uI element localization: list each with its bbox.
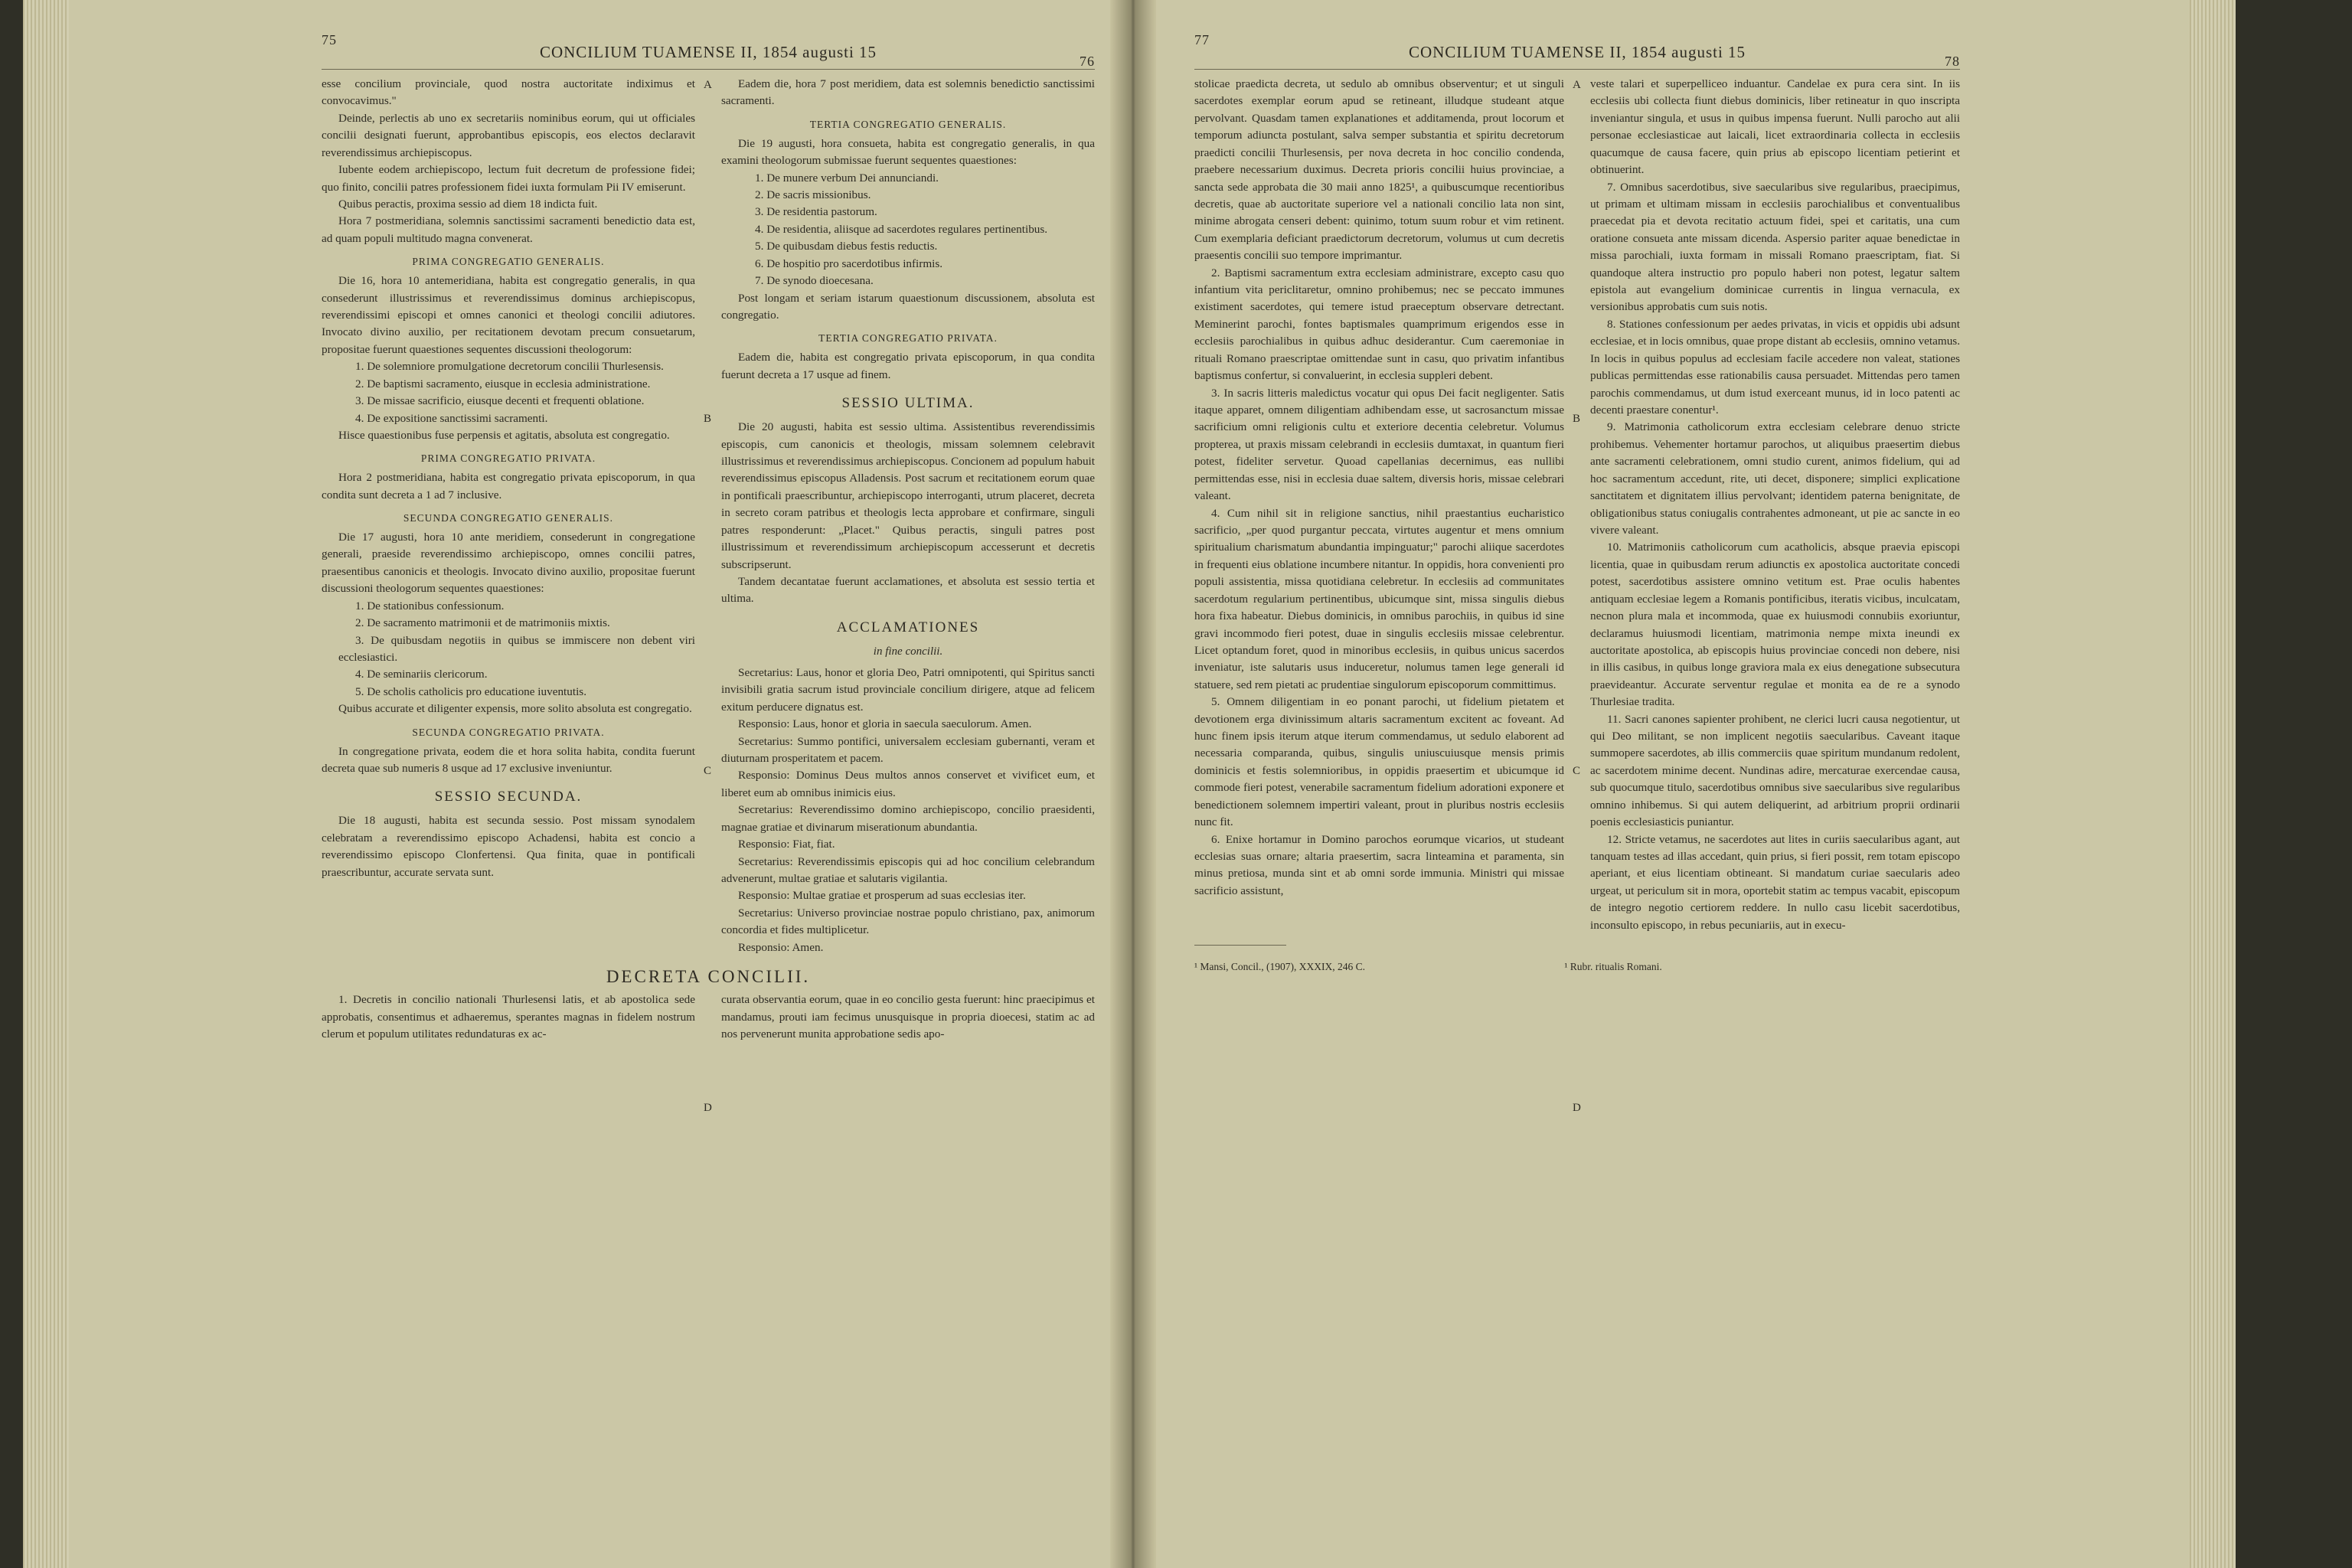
column-right: [1590, 76, 1960, 934]
paragraph: veste talari et superpelliceo induantur. Candelae ex pura cera sint. In iis ecclesiis ubi collecta fiunt diebus dominicis, liber retineatur in quo inscripta inveniantur singula, et usus in quibus impensa fuerunt. Nulli parocho aut alii personae ecclesiasticae aut laicali, licet extraordinaria collecta in ecclesiis quacumque de causa facere, quin prius ab episcopo licentiam petierint et obtinuerint.: [1590, 77, 1960, 177]
running-title: CONCILIUM TUAMENSE II, 1854 augusti 15: [539, 43, 877, 61]
column-left: [322, 76, 695, 956]
footnote-rule: [1194, 945, 1286, 946]
margin-letter: C: [1573, 765, 1581, 777]
section-heading: TERTIA CONGREGATIO PRIVATA.: [818, 332, 998, 345]
list-item: 3. De missae sacrificio, eiusque decenti et frequenti oblatione.: [355, 394, 645, 408]
section-heading: PRIMA CONGREGATIO GENERALIS.: [412, 256, 605, 268]
decreta-title: DECRETA CONCILII.: [606, 967, 811, 987]
paragraph: Post longam et seriam istarum quaestionum discussionem, absoluta est congregatio.: [721, 291, 1095, 322]
section-subheading: in fine concilii.: [873, 645, 943, 658]
paragraph: stolicae praedicta decreta, ut sedulo ab omnibus observentur; et ut singuli sacerdotes exemplar eorum apud se retineant, illudque studeant atque pervolvant. Quasdam tamen explanationes et additamenda, prout locorum et temporum adiuncta postulant, salva semper substantia et spiritu decretorum praedicti concilii Thurlesensis, per nova decreta in hoc concilio condenda, praebere necessarium duximus. Decreta prioris concilii huius provinciae, a sancta sede approbata die 30 maii anno 1825¹, a quibuscumque recentioribus decretis, quae ab auctoritate superiore vel a nationali concilio lata non sint, minime abrogata censeri debent: quinimo, totum suum robur et vim retinent. Cum exemplaria deficiant praedictorum decretorum, volumus ut cum decretis praesentis concilii suo tempore imprimantur.: [1194, 77, 1564, 263]
paragraph: Secretarius: Universo provinciae nostrae populo christiano, pax, animorum concordia et fides multiplicetur.: [721, 906, 1095, 937]
paragraph: 12. Stricte vetamus, ne sacerdotes aut lites in curiis saecularibus agant, aut tanquam testes ad illas accedant, quin prius, si fieri possit, rem totam episcopo aperiant, et eius licentiam obtineant. Si mandatum curiae saecularis adeo urgeat, ut periculum sit in mora, oportebit statim ac tempus vacabit, episcopum de integro negotio certiorem reddere. In nullo casu licebit sacerdotibus, inconsulto episcopo, in rebus pecuniariis, aut in execu-: [1590, 832, 1960, 932]
decreta-column-right: [721, 991, 1095, 1043]
list-item: 4. De residentia, aliisque ad sacerdotes regulares pertinentibus.: [755, 222, 1048, 236]
page-edges-right: [2190, 0, 2236, 1568]
paragraph: Responsio: Dominus Deus multos annos conservet et vivificet eum, et liberet eum ab omnibus inimicis eius.: [721, 769, 1095, 799]
paragraph: 9. Matrimonia catholicorum extra ecclesiam celebrare denuo stricte prohibemus. Vehementer hortamur parochos, ut aliquibus praesertim diebus ante sacramenti celebrationem, omni studio curent, animos fidelium, qui ad hoc sacramentum accedunt, rite, uti decet, disponere; simplici explicatione sanctitatem et dignitatem illius pervolvant; identidem paterna benignitate, de obligationibus status coniugalis contrahentes admoneant, ut pie ac sancte in eo vivere valeant.: [1590, 420, 1960, 537]
margin-letter: A: [704, 79, 712, 91]
column-right: [721, 76, 1095, 956]
list-item: 2. De sacris missionibus.: [755, 188, 871, 202]
footnote: ¹ Rubr. ritualis Romani.: [1564, 961, 1662, 973]
section-heading: TERTIA CONGREGATIO GENERALIS.: [809, 118, 1007, 130]
book-gutter: [1110, 0, 1156, 1568]
page-edges-left: [23, 0, 69, 1568]
paragraph: Die 20 augusti, habita est sessio ultima. Assistentibus reverendissimis episcopis, cum canonicis et theologis, missam solemnem celebravit illustrissimus et reverendissimus archiepiscopus. Concionem ad populum habuit reverendissimus episcopus Alladensis. Post sacrum et recitationem eorum quae in pontificali praescribuntur, archiepiscopo interroganti, utrum placeret, decreta in secreto coram patribus et theologis lecta approbare et confirmare, singuli patres responderunt: „Placet." Quibus peractis, singuli patres post illustrissimum et reverendissimum archiepiscopum accesserunt et decretis subscripserunt.: [721, 420, 1095, 571]
list-item: 1. De solemniore promulgatione decretorum concilii Thurlesensis.: [355, 360, 664, 374]
paragraph: Secretarius: Summo pontifici, universalem ecclesiam gubernanti, veram et diuturnam prosperitatem et pacem.: [721, 734, 1095, 766]
left-page: [322, 23, 1095, 1547]
paragraph: Hora 2 postmeridiana, habita est congregatio privata episcoporum, in qua condita sunt decreta a 1 ad 7 inclusive.: [322, 471, 695, 501]
header-rule: [1194, 69, 1960, 70]
list-item: 3. De quibusdam negotiis in quibus se immiscere non debent viri ecclesiastici.: [338, 633, 695, 664]
paragraph: 2. Baptismi sacramentum extra ecclesiam administrare, excepto casu quo infantium vita periclitaretur, omnino prohibemus; nec se peccato immunes existiment sacerdotes, qui temere istud praeceptum observare detrectant. Meminerint parochi, fontes baptismales quamprimum erigendos esse in ecclesiis parochialibus in quibus adhuc desiderantur. Cum caeremoniae in rituali Romano praescriptae omittendae sunt in casu, quo privatim infantibus baptismus confertur, si convaluerint, in ecclesia suppleri debent.: [1194, 266, 1564, 383]
paragraph: Die 17 augusti, hora 10 ante meridiem, consederunt in congregatione generali, praeside reverendissimo archiepiscopo, omnes concilii patres, praesentibus canonicis et theologis. Invocato divino auxilio, propositae fuerunt discussioni theologorum sequentes quaestiones:: [322, 531, 695, 596]
paragraph: Die 18 augusti, habita est secunda sessio. Post missam synodalem celebratam a reverendissimo episcopo Achadensi, habita est concio a reverendissimo episcopo Clonfertensi. Qua finita, quae in pontificali praescribuntur, accurate servata sunt.: [322, 814, 695, 879]
page-number-left: 77: [1194, 32, 1210, 47]
paragraph: esse concilium provinciale, quod nostra auctoritate indiximus et convocavimus.": [322, 77, 695, 108]
paragraph: 5. Omnem diligentiam in eo ponant parochi, ut fidelium pietatem et devotionem erga divinissimum altaris sacramentum excitent ac foveant. Ad hunc finem ipsis iterum atque iterum commendamus, ut sedulo elaborent ad necessaria comparanda, quibus, singulis uniuscuiusque mensis primis dominicis et festis solemnioribus, in oppidis praesertim et ubicumque id commode fieri potest, venerabile sacramentum fidelium adorationi exponere et benedictionem solemnem impertiri valeant, prout in pluribus nostris ecclesiis nunc fit.: [1194, 695, 1564, 829]
page-number-right: 78: [1945, 54, 1960, 69]
paragraph: Deinde, perlectis ab uno ex secretariis nominibus eorum, qui ut officiales concilii designati fuerunt, approbantibus episcopis, eos electos declaravit reverendissimus archiepiscopus.: [322, 111, 695, 159]
section-heading-large: SESSIO SECUNDA.: [434, 789, 583, 805]
paragraph: 11. Sacri canones sapienter prohibent, ne clerici lucri causa negotientur, ut qui Deo militant, se non implicent negotiis saecularibus. Caveant itaque summopere sacerdotes, ab illis commerciis quae spiritum mundanum redolent, ac sacerdotem minime decent. Nundinas adire, mercaturae exercendae causa, sub quocumque titulo, sacerdotibus omnibus sive saecularibus sive regularibus omnino inhibemus. Si qui autem deliquerint, ad arbitrium proprii ordinarii poenis ecclesiasticis puniantur.: [1590, 712, 1960, 829]
column-left: [1194, 76, 1564, 934]
running-head: [1194, 23, 1960, 69]
paragraph: In congregatione privata, eodem die et hora solita habita, condita fuerunt decreta quae sub numeris 8 usque ad 17 exclusive inveniuntur.: [322, 744, 695, 775]
paragraph: Secretarius: Laus, honor et gloria Deo, Patri omnipotenti, qui Spiritus sancti invisibili gratia sacrum istud provinciale concilium dirigere, atque ad felicem exitum perducere dignatus est.: [721, 665, 1095, 714]
margin-letter: D: [1573, 1102, 1581, 1114]
footnotes: [1194, 961, 1960, 973]
decreta-column-left: [322, 991, 695, 1043]
paragraph: 3. In sacris litteris maledictus vocatur qui opus Dei facit negligenter. Satis itaque apparet, omnem diligentiam adhibendam esse, ut sacrosanctum missae sacrificium omni religionis cultu et exteriore decentia celebretur. Volumus propterea, ut praxis missam celebrandi in ecclesiis dumtaxat, in quantum fieri potest, fideliter servetur. Quoad capellanias decernimus, eas nullibi permittendas esse, nisi in ecclesia duae saltem, diversis horis, missae celebrari valeant.: [1194, 386, 1564, 503]
paragraph: Eadem die, habita est congregatio privata episcoporum, in qua condita fuerunt decreta a 17 usque ad finem.: [721, 351, 1095, 381]
paragraph: Responsio: Laus, honor et gloria in saecula saeculorum. Amen.: [738, 717, 1032, 731]
paragraph: Hora 7 postmeridiana, solemnis sanctissimi sacramenti benedictio data est, ad quam populi multitudo magna convenerat.: [322, 214, 695, 245]
margin-letter: B: [704, 413, 712, 425]
paragraph: Hisce quaestionibus fuse perpensis et agitatis, absoluta est congregatio.: [338, 428, 670, 442]
paragraph: Secretarius: Reverendissimo domino archiepiscopo, concilio praesidenti, magnae gratiae et divinarum miserationum abundantia.: [721, 803, 1095, 834]
paragraph: 7. Omnibus sacerdotibus, sive saecularibus sive regularibus, praecipimus, ut primam et ultimam missam in ecclesiis parochialibus et conventualibus praecedat pia et devota recitatio actuum fidei, spei et caritatis, una cum oratione consueta ante missam dicenda. Aspersio pariter aquae benedictae in missa parochiali, iuxta formam in missali Romano praescriptam, fiat. Si quandoque altera instructio pro populo haberi non potest, legatur saltem epistola aut evangelium dominicae currentis in lingua vernacula, ex versionibus approbatis cum suis notis.: [1590, 180, 1960, 314]
section-heading: SECUNDA CONGREGATIO GENERALIS.: [403, 512, 614, 524]
paragraph: Die 19 augusti, hora consueta, habita est congregatio generalis, in qua examini theologorum submissae fuerunt sequentes quaestiones:: [721, 136, 1095, 168]
section-heading: SECUNDA CONGREGATIO PRIVATA.: [412, 726, 605, 738]
paragraph: Quibus accurate et diligenter expensis, more solito absoluta est congregatio.: [338, 702, 692, 716]
section-heading: PRIMA CONGREGATIO PRIVATA.: [420, 452, 596, 465]
running-head: [322, 23, 1095, 69]
paragraph: Responsio: Amen.: [738, 940, 824, 954]
list-item: 3. De residentia pastorum.: [755, 205, 877, 219]
list-item: 1. De stationibus confessionum.: [355, 599, 505, 612]
paragraph: 6. Enixe hortamur in Domino parochos eorumque vicarios, ut studeant ecclesias suas ornare; altaria praesertim, sacra linteamina et paramenta, sin minus pretiosa, munda sint et ab omni sorde immunia. Ministri qui missae sacrificio assistunt,: [1194, 832, 1564, 897]
margin-letter: B: [1573, 413, 1581, 425]
decreta-paragraph: curata observantia eorum, quae in eo concilio gesta fuerunt: hinc praecipimus et mandamus, prouti iam fecimus unusquisque in propria dioecesi, statim ac ad nos pervenerunt munita approbatione sedis apo-: [721, 993, 1095, 1040]
margin-letter: D: [704, 1102, 712, 1114]
paragraph: Secretarius: Reverendissimis episcopis qui ad hoc concilium celebrandum advenerunt, multae gratiae et salutaris vigilantia.: [721, 854, 1095, 885]
header-rule: [322, 69, 1095, 70]
paragraph: Responsio: Fiat, fiat.: [738, 838, 835, 851]
section-heading-large: ACCLAMATIONES: [836, 619, 980, 635]
margin-letter: A: [1573, 79, 1581, 91]
list-item: 5. De scholis catholicis pro educatione iuventutis.: [355, 684, 586, 698]
list-item: 7. De synodo dioecesana.: [755, 274, 874, 288]
margin-letter: C: [704, 765, 712, 777]
page-number-left: 75: [322, 32, 337, 47]
decreta-paragraph: 1. Decretis in concilio nationali Thurlesensi latis, et ab apostolica sede approbatis, consentimus et adhaeremus, sperantes magnas in fidelem nostrum clerum et populum utilitates redundaturas ex ac-: [322, 993, 695, 1040]
section-heading-large: SESSIO ULTIMA.: [841, 395, 975, 412]
list-item: 4. De seminariis clericorum.: [355, 668, 488, 681]
list-item: 4. De expositione sanctissimi sacramenti.: [355, 411, 548, 425]
paragraph: Iubente eodem archiepiscopo, lectum fuit decretum de professione fidei; quo finito, concilii patres professionem fidei iuxta formulam Pii IV emiserunt.: [322, 163, 695, 194]
list-item: 1. De munere verbum Dei annunciandi.: [755, 171, 939, 185]
paragraph: 10. Matrimoniis catholicorum cum acatholicis, absque praevia episcopi licentia, quae in quibusdam rerum adiunctis ex apostolica auctoritate concedi potest, sacerdotibus assistere omnino vetitum est. Prae oculis habentes antiquam ecclesiae legem a Romanis pontificibus, iteratis vicibus, inculcatam, necnon plura mala et incommoda, quae ex huiusmodi connubiis exoriuntur, declaramus huiusmodi licentiam, matrimonia nempe mixta ineundi ex auctoritate apostolica, ab episcopis huius provinciae concedi non debere, nisi in illis casibus, in quibus longe graviora mala ex eius denegatione subsecutura praevideantur. Accurate serventur regulae et monita ea de re a synodo Thurlesiae tradita.: [1590, 541, 1960, 709]
list-item: 6. De hospitio pro sacerdotibus infirmis.: [755, 256, 943, 270]
paragraph: Quibus peractis, proxima sessio ad diem 18 indicta fuit.: [338, 197, 598, 211]
paragraph: 4. Cum nihil sit in religione sanctius, nihil praestantius eucharistico sacrificio, „per quod purgantur peccata, virtutes augentur et mens omnium spiritualium charismatum abundantia impinguatur;" parochi aliique sacerdotes in frequenti eius oblatione incumbere nitantur. In oppidis, hora convenienti pro populi assistentia, missa quotidiana celebretur. In ecclesiis ad communitates sacerdotum regularium pertinentibus, ubicumque sint, missa singulis diebus hora fixa habeatur. Diebus dominicis, in omnibus parochiis, in quibus id sine gravi incommodo fieri potest, duae in singulis ecclesiis missae celebrentur. Licet optandum foret, quod in minoribus ecclesiis, in quibus unicus sacerdos inveniatur, iste salutaris usus induceretur, nolumus tamen lege generali id statuere, sed rem pietati ac prudentiae singulorum episcoporum committimus.: [1194, 506, 1564, 691]
paragraph: Die 16, hora 10 antemeridiana, habita est congregatio generalis, in qua consederunt illustrissimus et reverendissimus dominus archiepiscopus, reverendissimi episcopi et omnes canonici et theologi concilii adiutores. Invocato divino auxilio, per recitationem devotam precum consuetarum, propositae fuerunt quaestiones sequentes discussioni theologorum:: [322, 274, 695, 356]
paragraph: 8. Stationes confessionum per aedes privatas, in vicis et oppidis ubi adsunt ecclesiae, et in locis omnibus, quae prope distant ab ecclesiis, omnino vetamus. In locis in quibus populus ad ecclesiam facile accedere non valeat, stationes publicas permittendas esse rationabilis causa persuadet. Mittendas pero tamen parochis commendamus, ut dum istud exerceant munus, id in loco patenti ac decenti praestare conentur¹.: [1590, 317, 1960, 417]
paragraph: Tandem decantatae fuerunt acclamationes, et absoluta est sessio tertia et ultima.: [721, 574, 1095, 606]
list-item: 2. De sacramento matrimonii et de matrimoniis mixtis.: [355, 616, 610, 630]
paragraph: Responsio: Multae gratiae et prosperum ad suas ecclesias iter.: [738, 889, 1026, 903]
right-page: [1194, 23, 1960, 1547]
list-item: 2. De baptismi sacramento, eiusque in ecclesia administratione.: [355, 377, 651, 390]
page-number-right: 76: [1080, 54, 1095, 69]
decreta-columns: [322, 991, 1095, 1043]
open-book: [23, 0, 2205, 1568]
footnote: ¹ Mansi, Concil., (1907), XXXIX, 246 C.: [1194, 961, 1366, 973]
list-item: 5. De quibusdam diebus festis reductis.: [755, 240, 938, 253]
running-title: CONCILIUM TUAMENSE II, 1854 augusti 15: [1408, 43, 1746, 61]
paragraph: Eadem die, hora 7 post meridiem, data est solemnis benedictio sanctissimi sacramenti.: [721, 77, 1095, 108]
